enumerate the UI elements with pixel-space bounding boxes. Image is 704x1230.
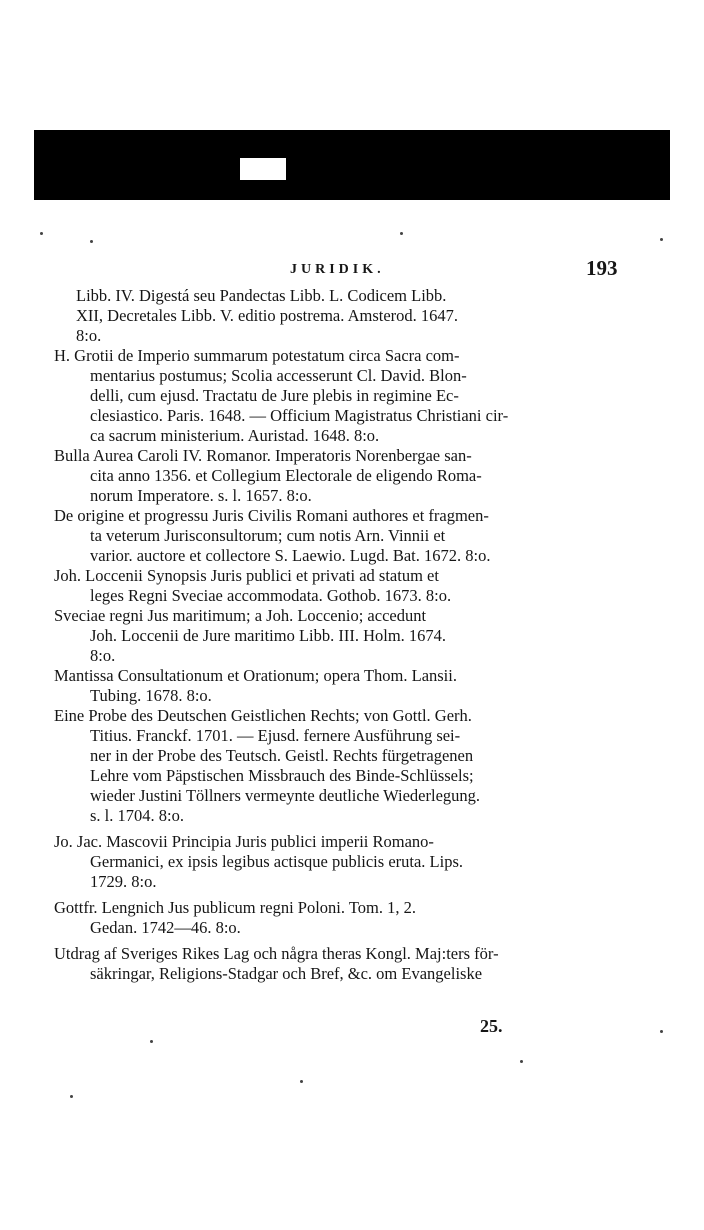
entry-line: Germanici, ex ipsis legibus actisque publicis eruta. Lips.	[90, 852, 463, 871]
scan-speck	[660, 238, 663, 241]
scan-speck	[70, 1095, 73, 1098]
entry-line: Gottfr. Lengnich Jus publicum regni Poloni. Tom. 1, 2.	[54, 898, 416, 917]
entry-line: H. Grotii de Imperio summarum potestatum circa Sacra com-	[54, 346, 460, 365]
list-item	[54, 286, 624, 346]
scan-speck	[90, 240, 93, 243]
entry-line: delli, cum ejusd. Tractatu de Jure plebis in regimine Ec-	[90, 386, 459, 405]
list-item	[54, 898, 624, 938]
catchword: 25.	[480, 1016, 503, 1036]
entry-line: Joh. Loccenii de Jure maritimo Libb. III. Holm. 1674.	[90, 626, 447, 645]
list-item	[54, 666, 624, 706]
entry-line: varior. auctore et collectore S. Laewio. Lugd. Bat. 1672. 8:o.	[90, 546, 491, 565]
entry-line: Bulla Aurea Caroli IV. Romanor. Imperatoris Norenbergae san-	[54, 446, 472, 465]
scan-speck	[520, 1060, 523, 1063]
scan-speck	[400, 232, 403, 235]
entry-line: Joh. Loccenii Synopsis Juris publici et privati ad statum et	[54, 566, 439, 585]
scan-speck	[300, 1080, 303, 1083]
list-item	[54, 832, 624, 892]
entry-line: 1729. 8:o.	[90, 872, 157, 891]
entry-line: s. l. 1704. 8:o.	[90, 806, 184, 825]
list-item	[54, 944, 624, 984]
entry-line: Utdrag af Sveriges Rikes Lag och några theras Kongl. Maj:ters för-	[54, 944, 499, 963]
redaction-notch	[240, 158, 286, 180]
bibliography-list	[54, 286, 624, 984]
scan-speck	[40, 232, 43, 235]
list-item	[54, 706, 624, 826]
entry-line: De origine et progressu Juris Civilis Romani authores et fragmen-	[54, 506, 489, 525]
page-number: 193	[586, 256, 618, 280]
entry-line: XII, Decretales Libb. V. editio postrema. Amsterod. 1647.	[76, 306, 459, 325]
entry-line: ta veterum Jurisconsultorum; cum notis Arn. Vinnii et	[90, 526, 446, 545]
entry-line: Eine Probe des Deutschen Geistlichen Rechts; von Gottl. Gerh.	[54, 706, 472, 725]
entry-line: mentarius postumus; Scolia accesserunt Cl. David. Blon-	[90, 366, 467, 385]
scan-speck	[660, 1030, 663, 1033]
list-item	[54, 566, 624, 606]
entry-line: norum Imperatore. s. l. 1657. 8:o.	[90, 486, 312, 505]
list-item	[54, 446, 624, 506]
entry-line: 8:o.	[76, 326, 102, 345]
list-item	[54, 606, 624, 666]
entry-line: säkringar, Religions-Stadgar och Bref, &c. om Evangeliske	[90, 964, 483, 983]
entry-line: Lehre vom Päpstischen Missbrauch des Binde-Schlüssels;	[90, 766, 474, 785]
scan-speck	[150, 1040, 153, 1043]
redaction-bar	[34, 130, 670, 200]
list-item	[54, 346, 624, 446]
entry-line: Sveciae regni Jus maritimum; a Joh. Loccenio; accedunt	[54, 606, 427, 625]
entry-line: ca sacrum ministerium. Auristad. 1648. 8:o.	[90, 426, 380, 445]
entry-line: Jo. Jac. Mascovii Principia Juris publici imperii Romano-	[54, 832, 434, 851]
list-item	[54, 506, 624, 566]
entry-line: clesiastico. Paris. 1648. — Officium Magistratus Christiani cir-	[90, 406, 509, 425]
entry-line: Mantissa Consultationum et Orationum; opera Thom. Lansii.	[54, 666, 457, 685]
entry-line: Gedan. 1742—46. 8:o.	[90, 918, 241, 937]
entry-line: leges Regni Sveciae accommodata. Gothob. 1673. 8:o.	[90, 586, 452, 605]
entry-line: cita anno 1356. et Collegium Electorale de eligendo Roma-	[90, 466, 482, 485]
entry-line: ner in der Probe des Teutsch. Geistl. Rechts fürgetragenen	[90, 746, 474, 765]
running-title: JURIDIK.	[290, 262, 385, 277]
entry-line: Tubing. 1678. 8:o.	[90, 686, 212, 705]
entry-line: Titius. Franckf. 1701. — Ejusd. fernere Ausführung sei-	[90, 726, 461, 745]
entry-line: wieder Justini Töllners vermeynte deutliche Wiederlegung.	[90, 786, 481, 805]
entry-line: Libb. IV. Digestá seu Pandectas Libb. L. Codicem Libb.	[76, 286, 447, 305]
entry-line: 8:o.	[90, 646, 116, 665]
